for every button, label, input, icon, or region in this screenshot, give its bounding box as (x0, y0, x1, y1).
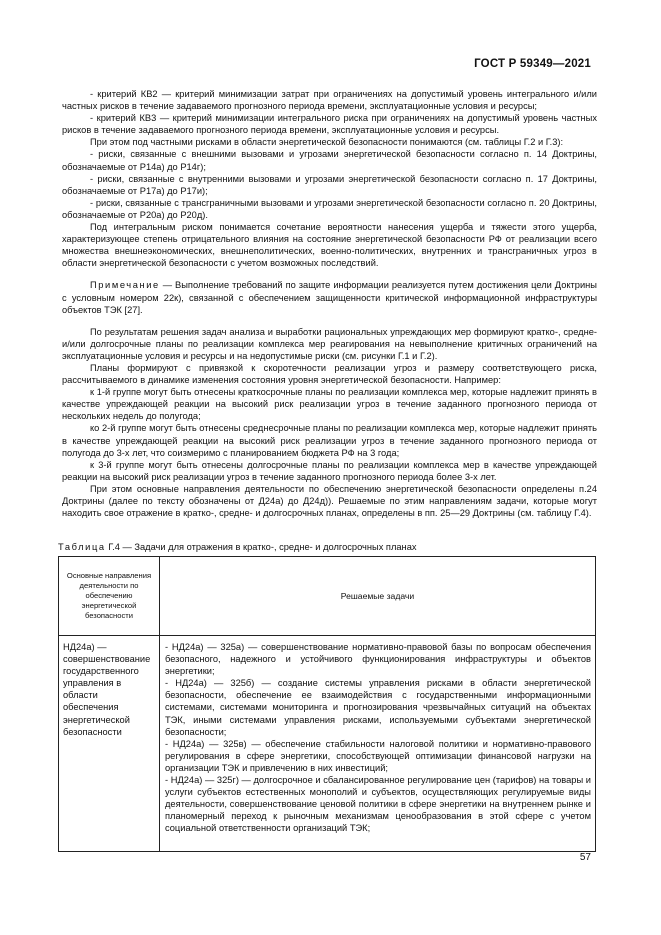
paragraph: При этом основные направления деятельности по обеспечению энергетической безопасности определены п.24 Доктрины (далее по тексту обозначены от Д24а) до Д24д)). Решаемые по этим направлениям задачи, которые могут находить свое отражение в кратко-, средне- и долгосрочных планах, определены в пп. 25—29 Доктрины (см. таблицу Г.4). (62, 483, 597, 519)
task-item: - НД24а) — 325г) — долгосрочное и сбалансированное регулирование цен (тарифов) на товары и услуги субъектов естественных монополий и субъектов, осуществляющих регулируемые виды деятельности, совершенствование ценовой политики в сфере энергетики на внутреннем рынке и планомерный переход к рыночным механизмам ценообразования в этой сфере с учетом социальной ответственности организаций ТЭК; (165, 775, 591, 834)
paragraph: ко 2-й группе могут быть отнесены среднесрочные планы по реализации комплекса мер, которые надлежит принять в качестве упреждающей реакции на высокий риск реализации угроз в течение заданного прогнозного периода от полугода до 3-х лет, что соизмеримо с планированием бюджета РФ на 3 года; (62, 423, 597, 458)
tasks-table (58, 556, 596, 852)
paragraph: Под интегральным риском понимается сочетание вероятности нанесения ущерба и тяжести этого ущерба, характеризующее степень отрицательного влияния на состояние энергетической безопасности РФ от реализации всего множества внешнеэкономических, внешнеполитических, военно-политических, внутренних и трансграничных угроз в области энергетической безопасности с учетом возможных последствий. (62, 222, 597, 269)
task-item: - НД24а) — 325в) — обеспечение стабильности налоговой политики и нормативно-правового регулирования в сфере энергетики, способствующей оптимизации финансовой нагрузки на организации ТЭК и привлечению в них инвестиций; (165, 738, 591, 773)
paragraph: - риски, связанные с внешними вызовами и угрозами энергетической безопасности согласно п. 14 Доктрины, обозначаемые от Р14а) до Р14г); (62, 149, 597, 172)
paragraph: - риски, связанные с внутренними вызовами и угрозами энергетической безопасности согласно п. 17 Доктрины, обозначаемые от Р17а) до Р17и); (62, 173, 597, 196)
note-text: — Выполнение требований по защите информации реализуется путем достижения цели Доктрины с условным номером 22к), связанной с обеспечением защищенности критической информационной инфраструктуры объектов ТЭК [27]. (62, 280, 597, 315)
tasks-cell (160, 636, 596, 852)
paragraph: При этом под частными рисками в области энергетической безопасности понимаются (см. таблицы Г.2 и Г.3): (90, 137, 564, 148)
note-label: Примечание (90, 280, 160, 291)
task-item: - НД24а) — 325а) — совершенствование нормативно-правовой базы по вопросам обеспечения безопасного, надежного и устойчивого функционирования инфраструктуры и объектов энергетики; (165, 642, 591, 677)
table-row (59, 636, 596, 852)
table-caption (58, 542, 417, 552)
column-header-tasks: Решаемые задачи (160, 557, 596, 636)
paragraph: По результатам решения задач анализа и выработки рациональных упреждающих мер формируют кратко-, средне- и/или долгосрочные планы по реализации комплекса мер реагирования на невыполнение критичных ограничений на эксплуатационные условия и ресурсы и на недопустимые риски (см. рисунки Г.1 и Г.2). (62, 326, 597, 361)
paragraph: Планы формируют с привязкой к скоротечности реализации угроз и размеру соответствующего риска, рассчитываемого в динамике изменения состояния уровня энергетической безопасности. Например: (62, 362, 597, 386)
task-item: - НД24а) — 325б) — создание системы управления рисками в области энергетической безопасности, обеспечение ее взаимодействия с государственными информационными системами, системами мониторинга и прогнозирования чрезвычайных ситуаций на объектах ТЭК, иными системами управления рисками, используемыми субъектами энергетической безопасности; (165, 678, 591, 737)
paragraph: к 1-й группе могут быть отнесены краткосрочные планы по реализации комплекса мер, которые надлежит принять в качестве упреждающей реакции на высокий риск реализации угроз в течение заданного прогнозного периода от нескольких недель до полугода; (62, 387, 597, 422)
table-caption-label: Таблица (58, 542, 106, 552)
paragraph: к 3-й группе могут быть отнесены долгосрочные планы по реализации комплекса мер в качестве упреждающей реакции на высокий риск реализации угроз в течение заданного прогнозного периода более 3-х лет. (62, 459, 597, 482)
paragraph: - критерий КВ2 — критерий минимизации затрат при ограничениях на допустимый уровень интегрального и/или частных рисков в течение задаваемого прогнозного периода времени, эксплуатационные условия и ресурсы; (62, 89, 597, 112)
page-number: 57 (579, 852, 591, 863)
direction-cell: НД24а) — совершенствование государственного управления в области обеспечения энергетической безопасности (59, 636, 160, 852)
paragraph: - риски, связанные с трансграничными вызовами и угрозами энергетической безопасности согласно п. 20 Доктрины, обозначаемые от Р20а) до Р20д). (62, 197, 597, 220)
table-header-row (59, 557, 596, 636)
document-header: ГОСТ Р 59349—2021 (474, 58, 591, 70)
paragraph: - критерий КВ3 — критерий минимизации интегрального риска при ограничениях на допустимый уровень частных рисков в течение задаваемого прогнозного периода времени, эксплуатационные условия и ресурсы. (62, 113, 597, 136)
column-header-directions: Основные направления деятельности по обеспечению энергетической безопасности (59, 557, 160, 636)
note (62, 279, 597, 315)
body-text (62, 88, 597, 519)
table-caption-text: Г.4 — Задачи для отражения в кратко-, средне- и долгосрочных планах (105, 542, 417, 552)
